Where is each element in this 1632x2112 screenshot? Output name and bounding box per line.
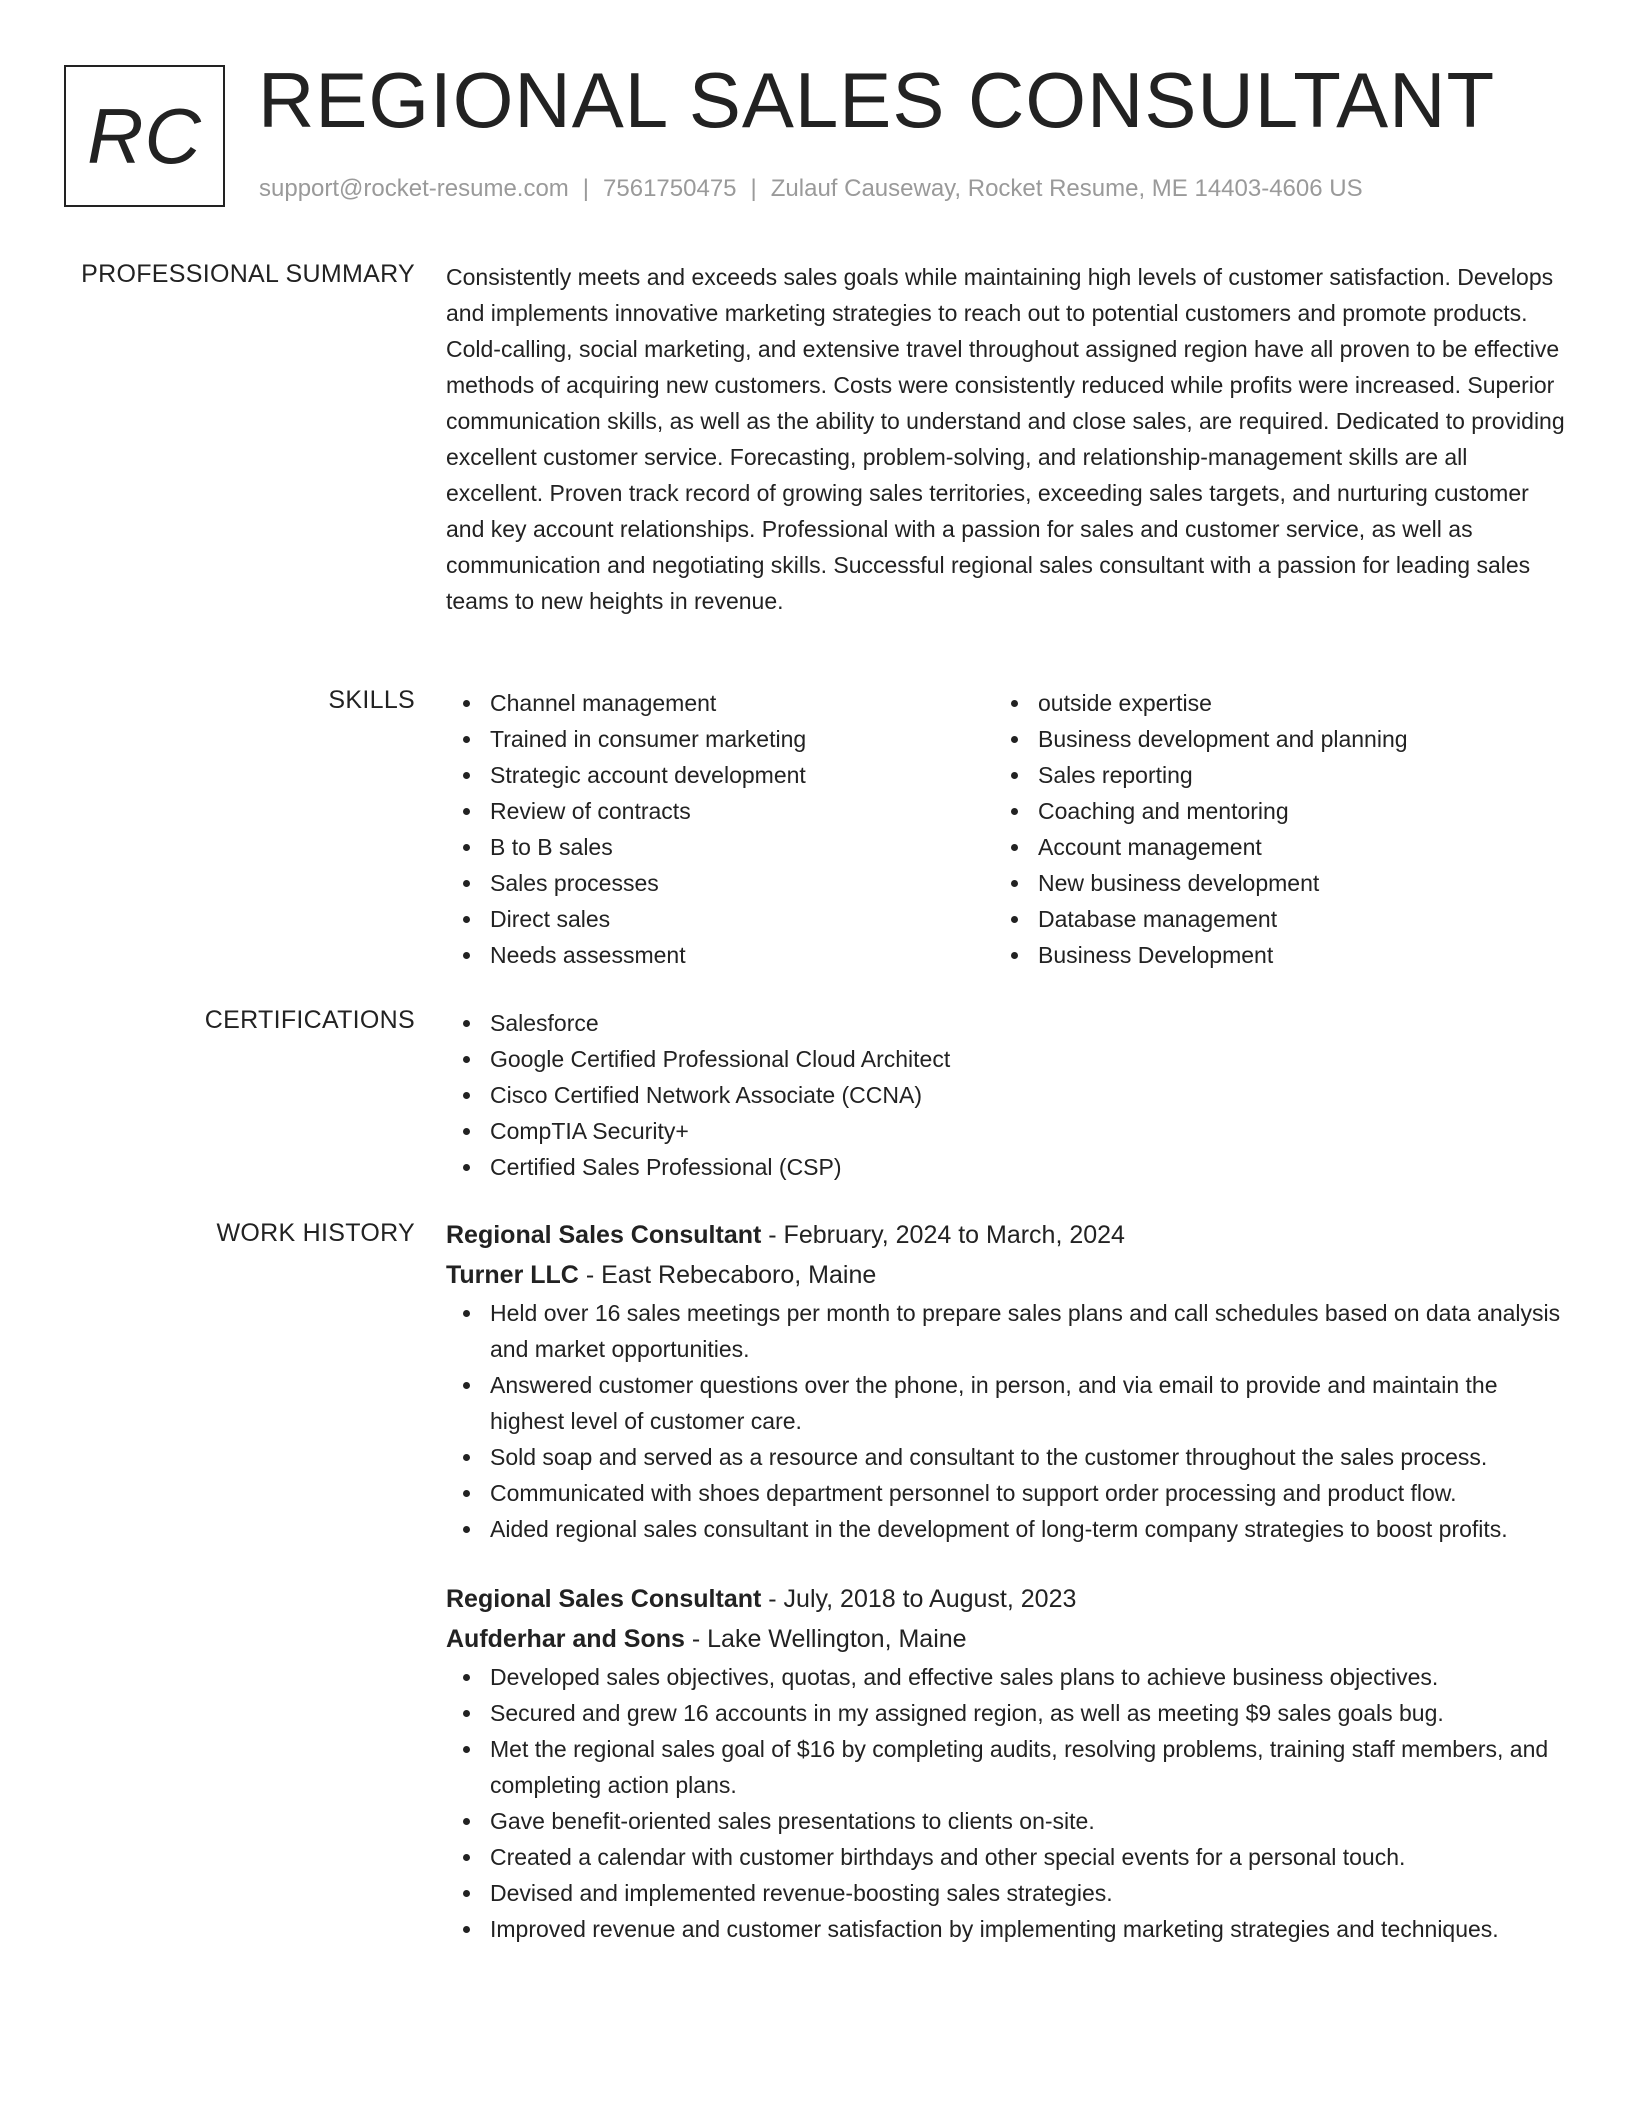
summary-text: Consistently meets and exceeds sales goals while maintaining high levels of customer satisfaction. Develops and implements innovative marketing strategies to reach out to potential customers and promote products. Cold-calling, social marketing, and extensive travel throughout assigned region have all proven to be effective methods of acquiring new customers. Costs were consistently reduced while profits were increased. Superior communication skills, as well as the ability to understand and close sales, are required. Dedicated to providing excellent customer service. Forecasting, problem-solving, and relationship-management skills are all excellent. Proven track record of growing sales territories, exceeding sales targets, and nurturing customer and key account relationships. Professional with a passion for sales and customer service, as well as communication and negotiating skills. Successful regional sales consultant with a passion for leading sales teams to new heights in revenue. — [446, 264, 1565, 614]
job-title: Regional Sales Consultant — [446, 1585, 762, 1613]
skill-item: Coaching and mentoring — [994, 793, 1542, 829]
job-location: - Lake Wellington, Maine — [684, 1625, 967, 1653]
job-bullet-item: Improved revenue and customer satisfaction by implementing marketing strategies and techniques. — [446, 1911, 1566, 1947]
job-bullet-item: Gave benefit-oriented sales presentations to clients on-site. — [446, 1803, 1566, 1839]
job-bullet-item: Met the regional sales goal of $16 by completing audits, resolving problems, training staff members, and completing action plans. — [446, 1731, 1566, 1803]
skill-item: Review of contracts — [446, 793, 994, 829]
job-bullet-item: Communicated with shoes department personnel to support order processing and product flow. — [446, 1475, 1566, 1511]
contact-separator: | — [750, 175, 757, 202]
skill-item: Sales processes — [446, 865, 994, 901]
job-bullet-item: Created a calendar with customer birthdays and other special events for a personal touch. — [446, 1839, 1566, 1875]
skill-item: Business Development — [994, 937, 1542, 973]
job-bullet-item: Answered customer questions over the phone, in person, and via email to provide and maintain the highest level of customer care. — [446, 1367, 1566, 1439]
certification-item: CompTIA Security+ — [446, 1113, 1566, 1149]
job-title-line — [446, 1215, 1566, 1255]
job-dates: - February, 2024 to March, 2024 — [761, 1221, 1125, 1249]
skill-item: outside expertise — [994, 685, 1542, 721]
skill-item: B to B sales — [446, 829, 994, 865]
skill-item: Business development and planning — [994, 721, 1542, 757]
contact-phone[interactable]: 7561750475 — [603, 175, 737, 202]
skill-item: Database management — [994, 901, 1542, 937]
job-bullet-item: Sold soap and served as a resource and consultant to the customer throughout the sales process. — [446, 1439, 1566, 1475]
certifications-body — [446, 1005, 1566, 1185]
certifications-list — [446, 1005, 1566, 1185]
certification-item: Certified Sales Professional (CSP) — [446, 1149, 1566, 1185]
certification-item: Google Certified Professional Cloud Architect — [446, 1041, 1566, 1077]
job-company: Aufderhar and Sons — [446, 1625, 685, 1653]
job-bullet-item: Developed sales objectives, quotas, and effective sales plans to achieve business objectives. — [446, 1659, 1566, 1695]
job-dates: - July, 2018 to August, 2023 — [761, 1585, 1077, 1613]
skills-column-1 — [446, 685, 994, 973]
job-company-line — [446, 1255, 1566, 1295]
job-bullet-item: Held over 16 sales meetings per month to prepare sales plans and call schedules based on data analysis and market opportunities. — [446, 1295, 1566, 1367]
skill-item: New business development — [994, 865, 1542, 901]
contact-separator: | — [582, 175, 590, 202]
section-label-skills: SKILLS — [328, 686, 415, 714]
certification-item: Cisco Certified Network Associate (CCNA) — [446, 1077, 1566, 1113]
initials-monogram — [64, 65, 225, 207]
job-bullet-item: Devised and implemented revenue-boosting sales strategies. — [446, 1875, 1566, 1911]
initials-text: RC — [87, 91, 202, 180]
job-title-line — [446, 1579, 1566, 1619]
job-bullets — [446, 1295, 1566, 1547]
section-label-work-history: WORK HISTORY — [216, 1219, 415, 1247]
skill-item: Needs assessment — [446, 937, 994, 973]
job-entry — [446, 1579, 1566, 1947]
skill-item: Direct sales — [446, 901, 994, 937]
section-label-certifications: CERTIFICATIONS — [204, 1006, 415, 1034]
skill-item: Trained in consumer marketing — [446, 721, 994, 757]
contact-line — [259, 175, 1363, 203]
work-history-body — [446, 1215, 1566, 1947]
job-company-line — [446, 1619, 1566, 1659]
certification-item: Salesforce — [446, 1005, 1566, 1041]
skill-item: Strategic account development — [446, 757, 994, 793]
skill-item: Sales reporting — [994, 757, 1542, 793]
job-entry — [446, 1215, 1566, 1547]
contact-address: Zulauf Causeway, Rocket Resume, ME 14403-4606 US — [770, 175, 1363, 202]
job-bullets — [446, 1659, 1566, 1947]
contact-email[interactable]: support@rocket-resume.com — [259, 175, 569, 202]
section-label-summary: PROFESSIONAL SUMMARY — [81, 260, 415, 288]
job-location: - East Rebecaboro, Maine — [578, 1261, 877, 1289]
summary-body — [446, 259, 1566, 619]
job-bullet-item: Secured and grew 16 accounts in my assigned region, as well as meeting $9 sales goals bug. — [446, 1695, 1566, 1731]
job-company: Turner LLC — [446, 1261, 579, 1289]
skills-body — [446, 685, 1566, 973]
skill-item: Account management — [994, 829, 1542, 865]
resume-title: REGIONAL SALES CONSULTANT — [258, 56, 1496, 144]
job-title: Regional Sales Consultant — [446, 1221, 762, 1249]
skill-item: Channel management — [446, 685, 994, 721]
skills-column-2 — [994, 685, 1542, 973]
job-bullet-item: Aided regional sales consultant in the development of long-term company strategies to boost profits. — [446, 1511, 1566, 1547]
